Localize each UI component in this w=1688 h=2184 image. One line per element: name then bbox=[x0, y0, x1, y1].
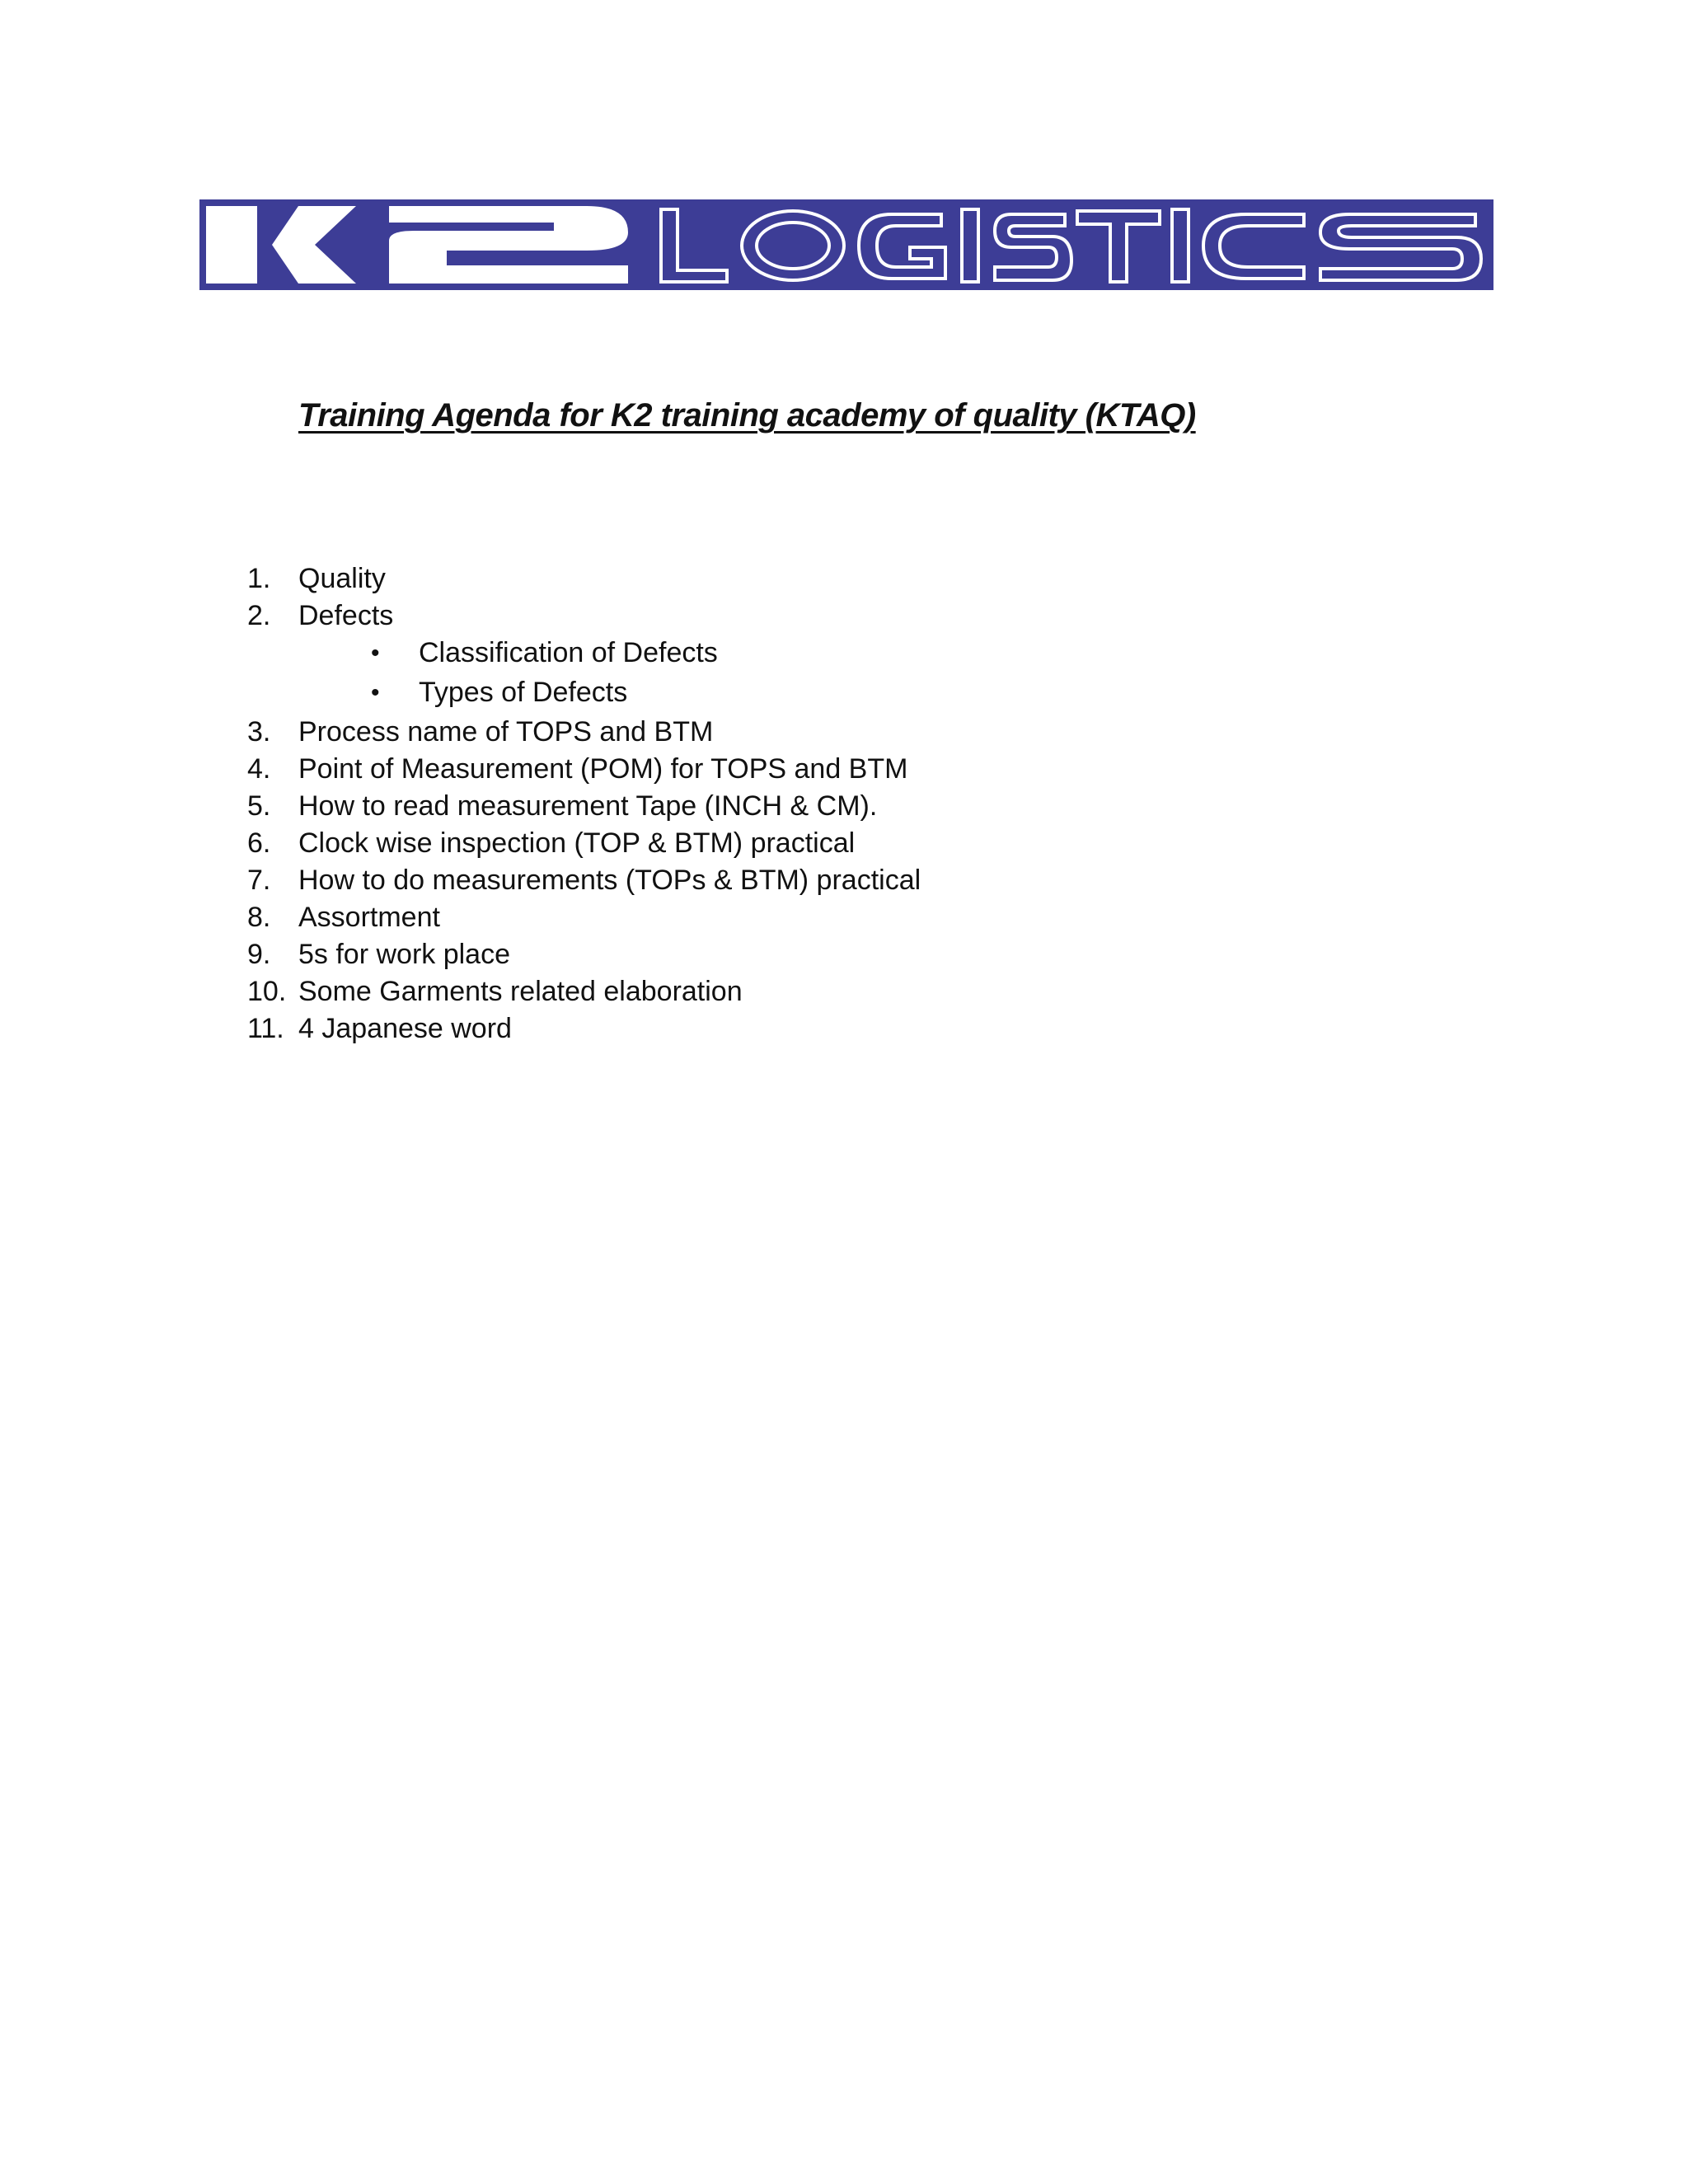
bullet-icon: • bbox=[371, 679, 380, 706]
agenda-item-label: Clock wise inspection (TOP & BTM) practical bbox=[298, 827, 856, 859]
agenda-item-label: 4 Japanese word bbox=[298, 1013, 512, 1044]
agenda-item-label: Some Garments related elaboration bbox=[298, 976, 743, 1007]
agenda-item-11 bbox=[247, 1010, 1484, 1047]
bullet-icon: • bbox=[371, 640, 380, 667]
agenda-item-number: 1. bbox=[247, 563, 271, 594]
agenda-item-label: Defects bbox=[298, 600, 394, 631]
agenda-item-number: 6. bbox=[247, 827, 271, 859]
agenda-item-label: 5s for work place bbox=[298, 939, 510, 970]
subitem-label: Types of Defects bbox=[419, 677, 628, 708]
agenda-item-number: 7. bbox=[247, 865, 271, 896]
agenda-item-label: Process name of TOPS and BTM bbox=[298, 716, 714, 748]
agenda-item-number: 9. bbox=[247, 939, 271, 970]
agenda-item-2 bbox=[247, 598, 1484, 635]
defects-subitem-classification bbox=[247, 635, 1484, 674]
agenda-item-10 bbox=[247, 973, 1484, 1010]
agenda-item-9 bbox=[247, 936, 1484, 973]
subitem-label: Classification of Defects bbox=[419, 637, 718, 668]
agenda-item-label: Quality bbox=[298, 563, 386, 594]
company-logo bbox=[199, 199, 1493, 290]
agenda-item-number: 10. bbox=[247, 976, 287, 1007]
defects-subitem-types bbox=[247, 674, 1484, 714]
k2-logistics-logo-graphic bbox=[199, 199, 1493, 290]
agenda-item-number: 4. bbox=[247, 753, 271, 785]
agenda-item-4 bbox=[247, 751, 1484, 788]
agenda-item-number: 8. bbox=[247, 902, 271, 933]
agenda-item-1 bbox=[247, 560, 1484, 598]
agenda-item-label: How to read measurement Tape (INCH & CM). bbox=[298, 790, 878, 822]
agenda-item-number: 5. bbox=[247, 790, 271, 822]
agenda-item-number: 11. bbox=[247, 1013, 284, 1044]
document-title: Training Agenda for K2 training academy of quality (KTAQ) bbox=[298, 397, 1196, 434]
agenda-list bbox=[247, 560, 1484, 1047]
agenda-item-label: How to do measurements (TOPs & BTM) practical bbox=[298, 865, 921, 896]
agenda-item-7 bbox=[247, 862, 1484, 899]
agenda-item-3 bbox=[247, 714, 1484, 751]
agenda-item-6 bbox=[247, 825, 1484, 862]
agenda-item-label: Point of Measurement (POM) for TOPS and BTM bbox=[298, 753, 908, 785]
agenda-item-label: Assortment bbox=[298, 902, 440, 933]
agenda-item-5 bbox=[247, 788, 1484, 825]
agenda-item-8 bbox=[247, 899, 1484, 936]
agenda-item-number: 2. bbox=[247, 600, 271, 631]
agenda-item-number: 3. bbox=[247, 716, 271, 748]
